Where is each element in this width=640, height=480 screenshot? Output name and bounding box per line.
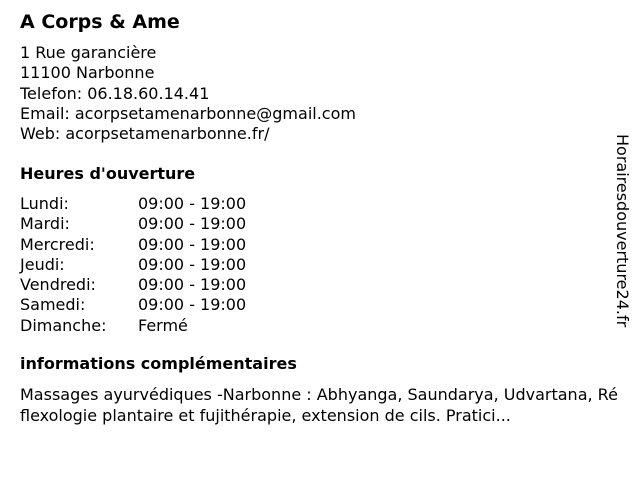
hours-row-sunday — [20, 316, 246, 336]
website-address: Web: acorpsetamenarbonne.fr/ — [20, 124, 270, 144]
day-label: Lundi: — [20, 194, 69, 213]
hours-row-friday — [20, 275, 246, 295]
street-address: 1 Rue garancière — [20, 43, 157, 62]
day-label: Mercredi: — [20, 234, 95, 254]
hours-row-saturday — [20, 295, 246, 315]
day-label: Dimanche: — [20, 315, 107, 335]
additional-info-heading: informations complémentaires — [20, 354, 297, 373]
hours-row-tuesday — [20, 214, 246, 234]
site-watermark: Horairesdouverture24.fr — [613, 134, 632, 328]
hours-value: 09:00 - 19:00 — [138, 295, 247, 315]
hours-value: 09:00 - 19:00 — [138, 214, 247, 234]
hours-value: 09:00 - 19:00 — [138, 194, 247, 213]
opening-hours-table — [20, 194, 246, 336]
phone-number: Telefon: 06.18.60.14.41 — [20, 83, 210, 103]
email-address: Email: acorpsetamenarbonne@gmail.com — [20, 103, 356, 123]
address-block — [20, 43, 356, 144]
hours-row-wednesday — [20, 235, 246, 255]
hours-value: 09:00 - 19:00 — [138, 234, 247, 254]
city-postcode: 11100 Narbonne — [20, 63, 155, 83]
hours-row-monday — [20, 194, 246, 214]
business-name: A Corps & Ame — [20, 11, 180, 33]
opening-hours-heading: Heures d'ouverture — [20, 164, 196, 183]
day-label: Jeudi: — [20, 254, 65, 274]
day-label: Vendredi: — [20, 275, 96, 295]
hours-value: 09:00 - 19:00 — [138, 275, 247, 295]
hours-value: Fermé — [138, 315, 188, 335]
day-label: Mardi: — [20, 214, 70, 234]
hours-value: 09:00 - 19:00 — [138, 254, 247, 274]
additional-info-text: Massages ayurvédiques -Narbonne : Abhyanga, Saundarya, Udvartana, Réflexologie plantaire et fujithérapie, extension de cils. Pratici... — [20, 385, 618, 425]
day-label: Samedi: — [20, 295, 86, 315]
hours-row-thursday — [20, 255, 246, 275]
